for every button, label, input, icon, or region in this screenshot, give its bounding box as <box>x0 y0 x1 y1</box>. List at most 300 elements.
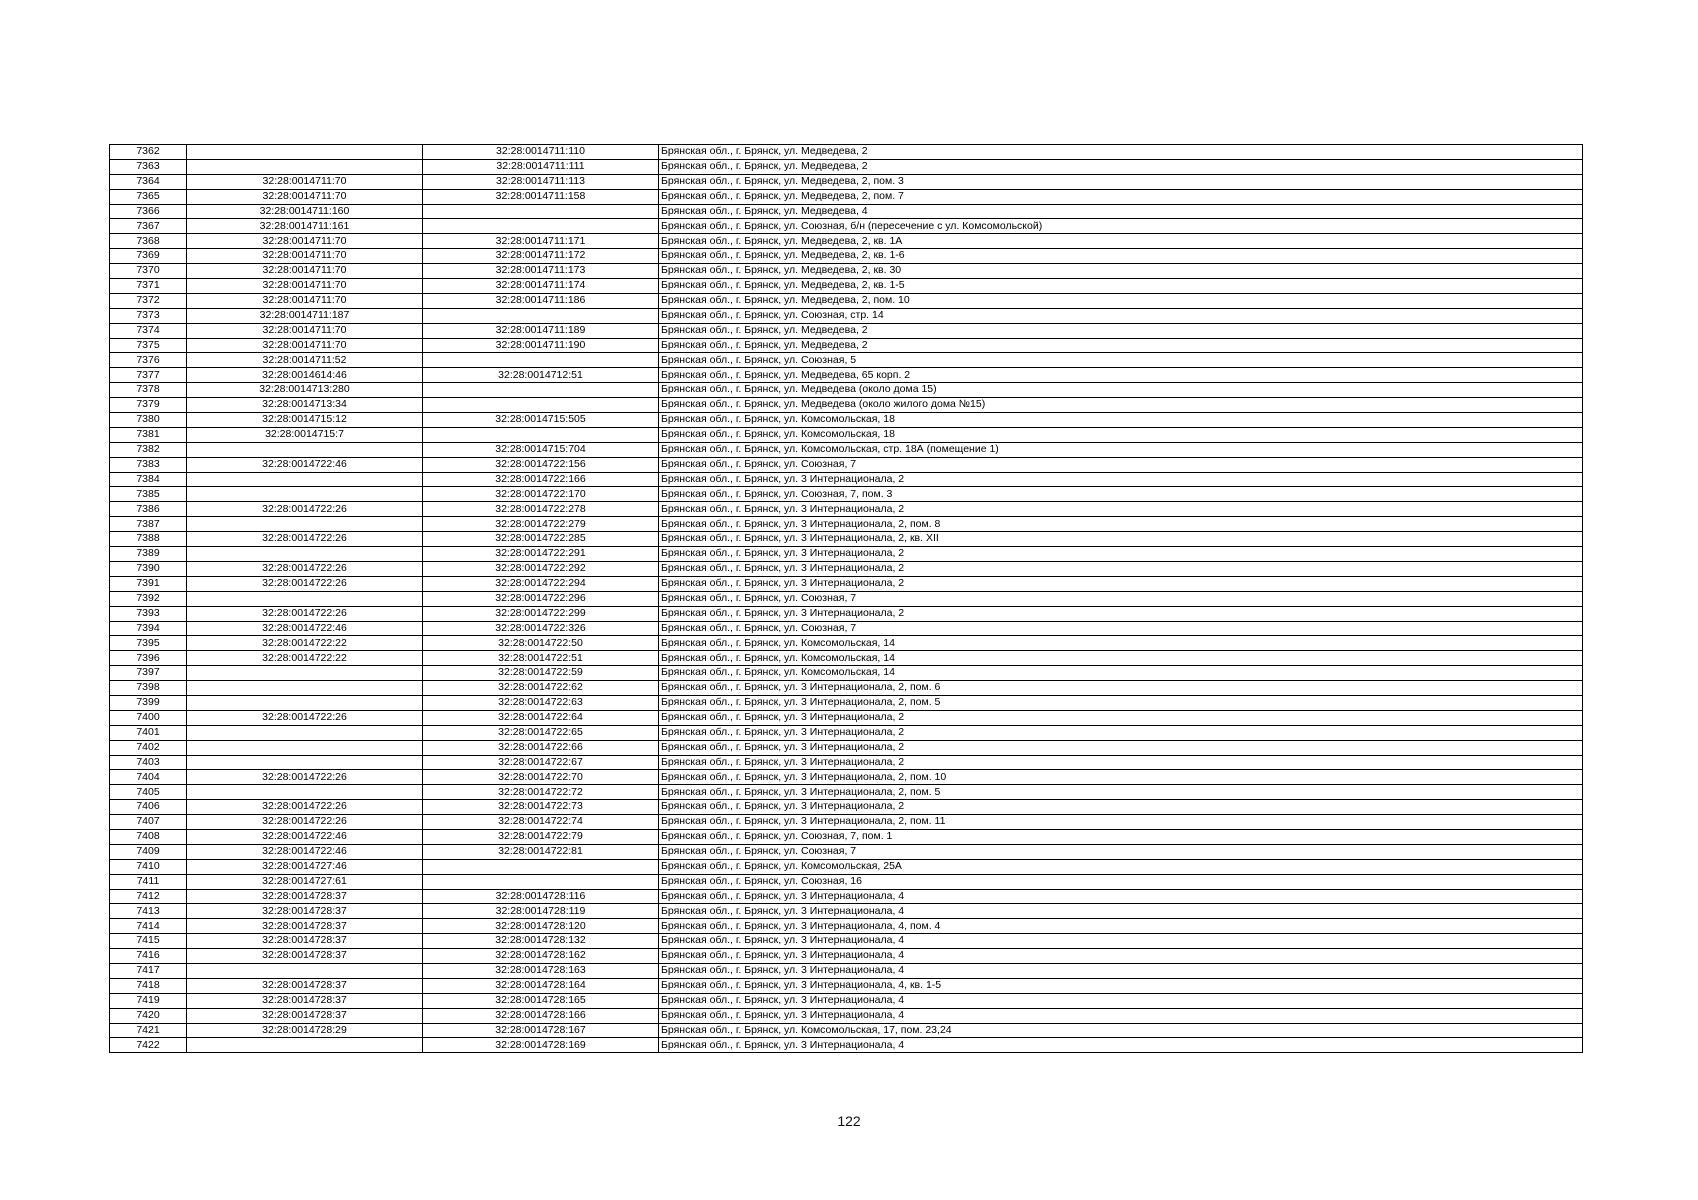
object-cadastral-number-cell: 32:28:0014711:111 <box>423 159 659 174</box>
address-cell: Брянская обл., г. Брянск, ул. 3 Интернационала, 4 <box>659 963 1583 978</box>
address-cell: Брянская обл., г. Брянск, ул. 3 Интернационала, 2, пом. 6 <box>659 681 1583 696</box>
row-number-cell: 7416 <box>110 949 187 964</box>
object-cadastral-number-cell: 32:28:0014711:174 <box>423 279 659 294</box>
object-cadastral-number-cell: 32:28:0014722:292 <box>423 561 659 576</box>
land-cadastral-number-cell: 32:28:0014728:37 <box>187 978 423 993</box>
address-cell: Брянская обл., г. Брянск, ул. 3 Интернационала, 4 <box>659 949 1583 964</box>
table-row <box>110 368 1583 383</box>
address-cell: Брянская обл., г. Брянск, ул. 3 Интернационала, 4 <box>659 934 1583 949</box>
land-cadastral-number-cell <box>187 159 423 174</box>
object-cadastral-number-cell: 32:28:0014722:64 <box>423 710 659 725</box>
land-cadastral-number-cell: 32:28:0014711:160 <box>187 204 423 219</box>
object-cadastral-number-cell: 32:28:0014711:113 <box>423 174 659 189</box>
object-cadastral-number-cell: 32:28:0014711:158 <box>423 189 659 204</box>
table-row <box>110 919 1583 934</box>
object-cadastral-number-cell: 32:28:0014728:164 <box>423 978 659 993</box>
table-row <box>110 874 1583 889</box>
table-row <box>110 949 1583 964</box>
land-cadastral-number-cell: 32:28:0014711:70 <box>187 338 423 353</box>
address-cell: Брянская обл., г. Брянск, ул. Медведева, 4 <box>659 204 1583 219</box>
table-row <box>110 159 1583 174</box>
address-cell: Брянская обл., г. Брянск, ул. Медведева (около жилого дома №15) <box>659 398 1583 413</box>
row-number-cell: 7370 <box>110 264 187 279</box>
land-cadastral-number-cell <box>187 487 423 502</box>
row-number-cell: 7402 <box>110 740 187 755</box>
table-row <box>110 427 1583 442</box>
land-cadastral-number-cell: 32:28:0014722:26 <box>187 576 423 591</box>
object-cadastral-number-cell: 32:28:0014722:285 <box>423 532 659 547</box>
row-number-cell: 7408 <box>110 829 187 844</box>
object-cadastral-number-cell: 32:28:0014722:63 <box>423 695 659 710</box>
land-cadastral-number-cell: 32:28:0014711:70 <box>187 279 423 294</box>
address-cell: Брянская обл., г. Брянск, ул. 3 Интернационала, 4, пом. 4 <box>659 919 1583 934</box>
land-cadastral-number-cell <box>187 755 423 770</box>
land-cadastral-number-cell: 32:28:0014711:70 <box>187 323 423 338</box>
land-cadastral-number-cell: 32:28:0014715:7 <box>187 427 423 442</box>
address-cell: Брянская обл., г. Брянск, ул. 3 Интернационала, 4 <box>659 1008 1583 1023</box>
table-row <box>110 889 1583 904</box>
row-number-cell: 7395 <box>110 636 187 651</box>
address-cell: Брянская обл., г. Брянск, ул. 3 Интернационала, 2, кв. XII <box>659 532 1583 547</box>
row-number-cell: 7390 <box>110 561 187 576</box>
row-number-cell: 7369 <box>110 249 187 264</box>
table-row <box>110 547 1583 562</box>
object-cadastral-number-cell: 32:28:0014715:505 <box>423 413 659 428</box>
address-cell: Брянская обл., г. Брянск, ул. Комсомольская, 18 <box>659 413 1583 428</box>
row-number-cell: 7419 <box>110 993 187 1008</box>
object-cadastral-number-cell: 32:28:0014712:51 <box>423 368 659 383</box>
address-cell: Брянская обл., г. Брянск, ул. Медведева, 65 корп. 2 <box>659 368 1583 383</box>
object-cadastral-number-cell: 32:28:0014711:190 <box>423 338 659 353</box>
address-cell: Брянская обл., г. Брянск, ул. 3 Интернационала, 4, кв. 1-5 <box>659 978 1583 993</box>
object-cadastral-number-cell: 32:28:0014722:170 <box>423 487 659 502</box>
row-number-cell: 7399 <box>110 695 187 710</box>
row-number-cell: 7413 <box>110 904 187 919</box>
row-number-cell: 7421 <box>110 1023 187 1038</box>
land-cadastral-number-cell: 32:28:0014711:161 <box>187 219 423 234</box>
address-cell: Брянская обл., г. Брянск, ул. 3 Интернационала, 2 <box>659 740 1583 755</box>
row-number-cell: 7414 <box>110 919 187 934</box>
land-cadastral-number-cell <box>187 472 423 487</box>
land-cadastral-number-cell <box>187 1038 423 1053</box>
address-cell: Брянская обл., г. Брянск, ул. Союзная, 16 <box>659 874 1583 889</box>
land-cadastral-number-cell: 32:28:0014728:37 <box>187 904 423 919</box>
table-row <box>110 993 1583 1008</box>
table-row <box>110 859 1583 874</box>
table-row <box>110 249 1583 264</box>
address-cell: Брянская обл., г. Брянск, ул. 3 Интернационала, 2 <box>659 710 1583 725</box>
land-cadastral-number-cell: 32:28:0014711:70 <box>187 189 423 204</box>
object-cadastral-number-cell: 32:28:0014728:132 <box>423 934 659 949</box>
row-number-cell: 7407 <box>110 815 187 830</box>
row-number-cell: 7384 <box>110 472 187 487</box>
land-cadastral-number-cell: 32:28:0014722:26 <box>187 606 423 621</box>
land-cadastral-number-cell <box>187 740 423 755</box>
row-number-cell: 7418 <box>110 978 187 993</box>
row-number-cell: 7397 <box>110 666 187 681</box>
land-cadastral-number-cell <box>187 695 423 710</box>
land-cadastral-number-cell: 32:28:0014722:26 <box>187 770 423 785</box>
table-row <box>110 338 1583 353</box>
address-cell: Брянская обл., г. Брянск, ул. Медведева, 2, пом. 3 <box>659 174 1583 189</box>
object-cadastral-number-cell: 32:28:0014722:79 <box>423 829 659 844</box>
address-cell: Брянская обл., г. Брянск, ул. Союзная, 7 <box>659 621 1583 636</box>
object-cadastral-number-cell: 32:28:0014722:156 <box>423 457 659 472</box>
object-cadastral-number-cell: 32:28:0014722:59 <box>423 666 659 681</box>
object-cadastral-number-cell: 32:28:0014722:299 <box>423 606 659 621</box>
address-cell: Брянская обл., г. Брянск, ул. 3 Интернационала, 2 <box>659 800 1583 815</box>
land-cadastral-number-cell: 32:28:0014728:37 <box>187 889 423 904</box>
object-cadastral-number-cell: 32:28:0014722:291 <box>423 547 659 562</box>
table-row <box>110 308 1583 323</box>
row-number-cell: 7396 <box>110 651 187 666</box>
object-cadastral-number-cell: 32:28:0014728:116 <box>423 889 659 904</box>
land-cadastral-number-cell: 32:28:0014711:70 <box>187 249 423 264</box>
land-cadastral-number-cell: 32:28:0014728:37 <box>187 934 423 949</box>
object-cadastral-number-cell <box>423 204 659 219</box>
row-number-cell: 7409 <box>110 844 187 859</box>
row-number-cell: 7404 <box>110 770 187 785</box>
address-cell: Брянская обл., г. Брянск, ул. Союзная, 7 <box>659 844 1583 859</box>
land-cadastral-number-cell: 32:28:0014713:34 <box>187 398 423 413</box>
table-row <box>110 174 1583 189</box>
land-cadastral-number-cell: 32:28:0014715:12 <box>187 413 423 428</box>
object-cadastral-number-cell: 32:28:0014722:81 <box>423 844 659 859</box>
row-number-cell: 7400 <box>110 710 187 725</box>
row-number-cell: 7368 <box>110 234 187 249</box>
row-number-cell: 7380 <box>110 413 187 428</box>
land-cadastral-number-cell: 32:28:0014728:37 <box>187 1008 423 1023</box>
land-cadastral-number-cell: 32:28:0014713:280 <box>187 383 423 398</box>
table-row <box>110 934 1583 949</box>
row-number-cell: 7406 <box>110 800 187 815</box>
object-cadastral-number-cell: 32:28:0014722:278 <box>423 502 659 517</box>
address-cell: Брянская обл., г. Брянск, ул. Медведева (около дома 15) <box>659 383 1583 398</box>
land-cadastral-number-cell: 32:28:0014722:26 <box>187 561 423 576</box>
table-row <box>110 532 1583 547</box>
row-number-cell: 7417 <box>110 963 187 978</box>
land-cadastral-number-cell <box>187 517 423 532</box>
table-row <box>110 1038 1583 1053</box>
address-cell: Брянская обл., г. Брянск, ул. 3 Интернационала, 2 <box>659 561 1583 576</box>
table-row <box>110 517 1583 532</box>
table-row <box>110 576 1583 591</box>
object-cadastral-number-cell: 32:28:0014728:119 <box>423 904 659 919</box>
address-cell: Брянская обл., г. Брянск, ул. Союзная, 7 <box>659 457 1583 472</box>
address-cell: Брянская обл., г. Брянск, ул. Медведева, 2, кв. 1-5 <box>659 279 1583 294</box>
address-cell: Брянская обл., г. Брянск, ул. 3 Интернационала, 2, пом. 5 <box>659 695 1583 710</box>
table-row <box>110 978 1583 993</box>
row-number-cell: 7377 <box>110 368 187 383</box>
table-row <box>110 963 1583 978</box>
table-row <box>110 561 1583 576</box>
land-cadastral-number-cell: 32:28:0014722:46 <box>187 621 423 636</box>
table-row <box>110 695 1583 710</box>
row-number-cell: 7386 <box>110 502 187 517</box>
address-cell: Брянская обл., г. Брянск, ул. Медведева, 2 <box>659 145 1583 160</box>
row-number-cell: 7372 <box>110 293 187 308</box>
table-row <box>110 800 1583 815</box>
object-cadastral-number-cell <box>423 383 659 398</box>
table-row <box>110 621 1583 636</box>
row-number-cell: 7365 <box>110 189 187 204</box>
row-number-cell: 7422 <box>110 1038 187 1053</box>
object-cadastral-number-cell: 32:28:0014722:74 <box>423 815 659 830</box>
table-row <box>110 815 1583 830</box>
object-cadastral-number-cell <box>423 219 659 234</box>
table-row <box>110 502 1583 517</box>
table-row <box>110 383 1583 398</box>
land-cadastral-number-cell: 32:28:0014722:22 <box>187 636 423 651</box>
object-cadastral-number-cell: 32:28:0014728:162 <box>423 949 659 964</box>
address-cell: Брянская обл., г. Брянск, ул. Медведева, 2, пом. 10 <box>659 293 1583 308</box>
address-cell: Брянская обл., г. Брянск, ул. Комсомольская, 14 <box>659 666 1583 681</box>
row-number-cell: 7398 <box>110 681 187 696</box>
table-row <box>110 189 1583 204</box>
object-cadastral-number-cell: 32:28:0014722:66 <box>423 740 659 755</box>
address-cell: Брянская обл., г. Брянск, ул. 3 Интернационала, 2 <box>659 725 1583 740</box>
address-cell: Брянская обл., г. Брянск, ул. Союзная, б/н (пересечение с ул. Комсомольской) <box>659 219 1583 234</box>
row-number-cell: 7410 <box>110 859 187 874</box>
address-cell: Брянская обл., г. Брянск, ул. Медведева, 2 <box>659 323 1583 338</box>
address-cell: Брянская обл., г. Брянск, ул. Комсомольская, 25А <box>659 859 1583 874</box>
table-row <box>110 457 1583 472</box>
land-cadastral-number-cell <box>187 963 423 978</box>
address-cell: Брянская обл., г. Брянск, ул. Медведева, 2 <box>659 338 1583 353</box>
address-cell: Брянская обл., г. Брянск, ул. 3 Интернационала, 2 <box>659 576 1583 591</box>
row-number-cell: 7379 <box>110 398 187 413</box>
land-cadastral-number-cell: 32:28:0014711:70 <box>187 174 423 189</box>
object-cadastral-number-cell: 32:28:0014722:50 <box>423 636 659 651</box>
row-number-cell: 7383 <box>110 457 187 472</box>
land-cadastral-number-cell: 32:28:0014722:22 <box>187 651 423 666</box>
address-cell: Брянская обл., г. Брянск, ул. 3 Интернационала, 4 <box>659 889 1583 904</box>
row-number-cell: 7393 <box>110 606 187 621</box>
address-cell: Брянская обл., г. Брянск, ул. Медведева, 2, кв. 1А <box>659 234 1583 249</box>
table-row <box>110 264 1583 279</box>
page-number: 122 <box>837 1113 861 1129</box>
land-cadastral-number-cell: 32:28:0014722:46 <box>187 457 423 472</box>
table-row <box>110 1023 1583 1038</box>
land-cadastral-number-cell: 32:28:0014728:29 <box>187 1023 423 1038</box>
address-cell: Брянская обл., г. Брянск, ул. 3 Интернационала, 4 <box>659 904 1583 919</box>
row-number-cell: 7387 <box>110 517 187 532</box>
row-number-cell: 7363 <box>110 159 187 174</box>
table-row <box>110 234 1583 249</box>
row-number-cell: 7364 <box>110 174 187 189</box>
row-number-cell: 7371 <box>110 279 187 294</box>
object-cadastral-number-cell: 32:28:0014711:110 <box>423 145 659 160</box>
object-cadastral-number-cell: 32:28:0014722:51 <box>423 651 659 666</box>
object-cadastral-number-cell: 32:28:0014722:166 <box>423 472 659 487</box>
land-cadastral-number-cell: 32:28:0014722:46 <box>187 829 423 844</box>
object-cadastral-number-cell: 32:28:0014722:65 <box>423 725 659 740</box>
object-cadastral-number-cell <box>423 859 659 874</box>
address-cell: Брянская обл., г. Брянск, ул. 3 Интернационала, 2 <box>659 502 1583 517</box>
address-cell: Брянская обл., г. Брянск, ул. Комсомольская, стр. 18А (помещение 1) <box>659 442 1583 457</box>
object-cadastral-number-cell: 32:28:0014728:163 <box>423 963 659 978</box>
table-row <box>110 770 1583 785</box>
row-number-cell: 7362 <box>110 145 187 160</box>
row-number-cell: 7405 <box>110 785 187 800</box>
row-number-cell: 7382 <box>110 442 187 457</box>
land-cadastral-number-cell: 32:28:0014722:26 <box>187 502 423 517</box>
address-cell: Брянская обл., г. Брянск, ул. 3 Интернационала, 2, пом. 10 <box>659 770 1583 785</box>
land-cadastral-number-cell: 32:28:0014711:70 <box>187 234 423 249</box>
row-number-cell: 7375 <box>110 338 187 353</box>
land-cadastral-number-cell: 32:28:0014727:46 <box>187 859 423 874</box>
land-cadastral-number-cell: 32:28:0014711:70 <box>187 264 423 279</box>
land-cadastral-number-cell: 32:28:0014711:70 <box>187 293 423 308</box>
address-cell: Брянская обл., г. Брянск, ул. Союзная, 7 <box>659 591 1583 606</box>
table-row <box>110 666 1583 681</box>
land-cadastral-number-cell <box>187 785 423 800</box>
object-cadastral-number-cell <box>423 427 659 442</box>
table-row <box>110 844 1583 859</box>
object-cadastral-number-cell <box>423 398 659 413</box>
object-cadastral-number-cell: 32:28:0014728:167 <box>423 1023 659 1038</box>
address-cell: Брянская обл., г. Брянск, ул. Медведева, 2, кв. 30 <box>659 264 1583 279</box>
object-cadastral-number-cell <box>423 308 659 323</box>
land-cadastral-number-cell <box>187 725 423 740</box>
table-row <box>110 219 1583 234</box>
address-cell: Брянская обл., г. Брянск, ул. 3 Интернационала, 2, пом. 8 <box>659 517 1583 532</box>
table-row <box>110 651 1583 666</box>
object-cadastral-number-cell: 32:28:0014711:171 <box>423 234 659 249</box>
land-cadastral-number-cell <box>187 547 423 562</box>
address-cell: Брянская обл., г. Брянск, ул. Медведева, 2, пом. 7 <box>659 189 1583 204</box>
land-cadastral-number-cell <box>187 145 423 160</box>
address-cell: Брянская обл., г. Брянск, ул. Союзная, стр. 14 <box>659 308 1583 323</box>
land-cadastral-number-cell: 32:28:0014722:26 <box>187 532 423 547</box>
object-cadastral-number-cell: 32:28:0014711:172 <box>423 249 659 264</box>
row-number-cell: 7401 <box>110 725 187 740</box>
address-cell: Брянская обл., г. Брянск, ул. 3 Интернационала, 4 <box>659 1038 1583 1053</box>
address-cell: Брянская обл., г. Брянск, ул. 3 Интернационала, 2, пом. 11 <box>659 815 1583 830</box>
land-cadastral-number-cell: 32:28:0014722:26 <box>187 815 423 830</box>
address-cell: Брянская обл., г. Брянск, ул. Медведева, 2, кв. 1-6 <box>659 249 1583 264</box>
object-cadastral-number-cell: 32:28:0014728:165 <box>423 993 659 1008</box>
row-number-cell: 7420 <box>110 1008 187 1023</box>
land-cadastral-number-cell: 32:28:0014728:37 <box>187 993 423 1008</box>
object-cadastral-number-cell <box>423 353 659 368</box>
row-number-cell: 7389 <box>110 547 187 562</box>
object-cadastral-number-cell <box>423 874 659 889</box>
row-number-cell: 7415 <box>110 934 187 949</box>
land-cadastral-number-cell: 32:28:0014614:46 <box>187 368 423 383</box>
row-number-cell: 7374 <box>110 323 187 338</box>
object-cadastral-number-cell: 32:28:0014722:279 <box>423 517 659 532</box>
table-row <box>110 681 1583 696</box>
address-cell: Брянская обл., г. Брянск, ул. 3 Интернационала, 2 <box>659 606 1583 621</box>
row-number-cell: 7378 <box>110 383 187 398</box>
address-cell: Брянская обл., г. Брянск, ул. Союзная, 7, пом. 1 <box>659 829 1583 844</box>
object-cadastral-number-cell: 32:28:0014711:173 <box>423 264 659 279</box>
row-number-cell: 7388 <box>110 532 187 547</box>
address-cell: Брянская обл., г. Брянск, ул. 3 Интернационала, 2 <box>659 547 1583 562</box>
row-number-cell: 7391 <box>110 576 187 591</box>
object-cadastral-number-cell: 32:28:0014715:704 <box>423 442 659 457</box>
row-number-cell: 7403 <box>110 755 187 770</box>
table-row <box>110 293 1583 308</box>
address-cell: Брянская обл., г. Брянск, ул. 3 Интернационала, 2 <box>659 472 1583 487</box>
table-row <box>110 204 1583 219</box>
object-cadastral-number-cell: 32:28:0014722:294 <box>423 576 659 591</box>
land-cadastral-number-cell: 32:28:0014722:26 <box>187 710 423 725</box>
address-cell: Брянская обл., г. Брянск, ул. Комсомольская, 18 <box>659 427 1583 442</box>
object-cadastral-number-cell: 32:28:0014728:166 <box>423 1008 659 1023</box>
row-number-cell: 7376 <box>110 353 187 368</box>
row-number-cell: 7366 <box>110 204 187 219</box>
table-row <box>110 279 1583 294</box>
table-row <box>110 904 1583 919</box>
table-row <box>110 591 1583 606</box>
address-cell: Брянская обл., г. Брянск, ул. Медведева, 2 <box>659 159 1583 174</box>
land-cadastral-number-cell <box>187 666 423 681</box>
row-number-cell: 7412 <box>110 889 187 904</box>
table-row <box>110 725 1583 740</box>
row-number-cell: 7373 <box>110 308 187 323</box>
table-row <box>110 442 1583 457</box>
object-cadastral-number-cell: 32:28:0014722:73 <box>423 800 659 815</box>
row-number-cell: 7381 <box>110 427 187 442</box>
address-cell: Брянская обл., г. Брянск, ул. 3 Интернационала, 2 <box>659 755 1583 770</box>
row-number-cell: 7394 <box>110 621 187 636</box>
address-cell: Брянская обл., г. Брянск, ул. 3 Интернационала, 4 <box>659 993 1583 1008</box>
table-row <box>110 636 1583 651</box>
table-row <box>110 785 1583 800</box>
land-cadastral-number-cell: 32:28:0014711:187 <box>187 308 423 323</box>
object-cadastral-number-cell: 32:28:0014722:67 <box>423 755 659 770</box>
table-row <box>110 487 1583 502</box>
object-cadastral-number-cell: 32:28:0014722:72 <box>423 785 659 800</box>
row-number-cell: 7385 <box>110 487 187 502</box>
table-row <box>110 353 1583 368</box>
table-row <box>110 398 1583 413</box>
table-row <box>110 145 1583 160</box>
table-row <box>110 755 1583 770</box>
table-row <box>110 740 1583 755</box>
land-cadastral-number-cell: 32:28:0014711:52 <box>187 353 423 368</box>
object-cadastral-number-cell: 32:28:0014728:120 <box>423 919 659 934</box>
address-cell: Брянская обл., г. Брянск, ул. Союзная, 5 <box>659 353 1583 368</box>
land-cadastral-number-cell: 32:28:0014728:37 <box>187 919 423 934</box>
address-cell: Брянская обл., г. Брянск, ул. Комсомольская, 14 <box>659 636 1583 651</box>
object-cadastral-number-cell: 32:28:0014728:169 <box>423 1038 659 1053</box>
table-row <box>110 1008 1583 1023</box>
row-number-cell: 7392 <box>110 591 187 606</box>
address-cell: Брянская обл., г. Брянск, ул. 3 Интернационала, 2, пом. 5 <box>659 785 1583 800</box>
table-row <box>110 323 1583 338</box>
land-cadastral-number-cell: 32:28:0014728:37 <box>187 949 423 964</box>
address-cell: Брянская обл., г. Брянск, ул. Комсомольская, 17, пом. 23,24 <box>659 1023 1583 1038</box>
table-row <box>110 710 1583 725</box>
object-cadastral-number-cell: 32:28:0014722:70 <box>423 770 659 785</box>
address-cell: Брянская обл., г. Брянск, ул. Союзная, 7, пом. 3 <box>659 487 1583 502</box>
land-cadastral-number-cell: 32:28:0014722:46 <box>187 844 423 859</box>
land-cadastral-number-cell: 32:28:0014722:26 <box>187 800 423 815</box>
object-cadastral-number-cell: 32:28:0014722:62 <box>423 681 659 696</box>
registry-table <box>109 144 1583 1053</box>
table-row <box>110 413 1583 428</box>
object-cadastral-number-cell: 32:28:0014711:186 <box>423 293 659 308</box>
object-cadastral-number-cell: 32:28:0014722:326 <box>423 621 659 636</box>
registry-table-body <box>110 145 1583 1053</box>
object-cadastral-number-cell: 32:28:0014722:296 <box>423 591 659 606</box>
table-row <box>110 472 1583 487</box>
row-number-cell: 7411 <box>110 874 187 889</box>
land-cadastral-number-cell <box>187 442 423 457</box>
